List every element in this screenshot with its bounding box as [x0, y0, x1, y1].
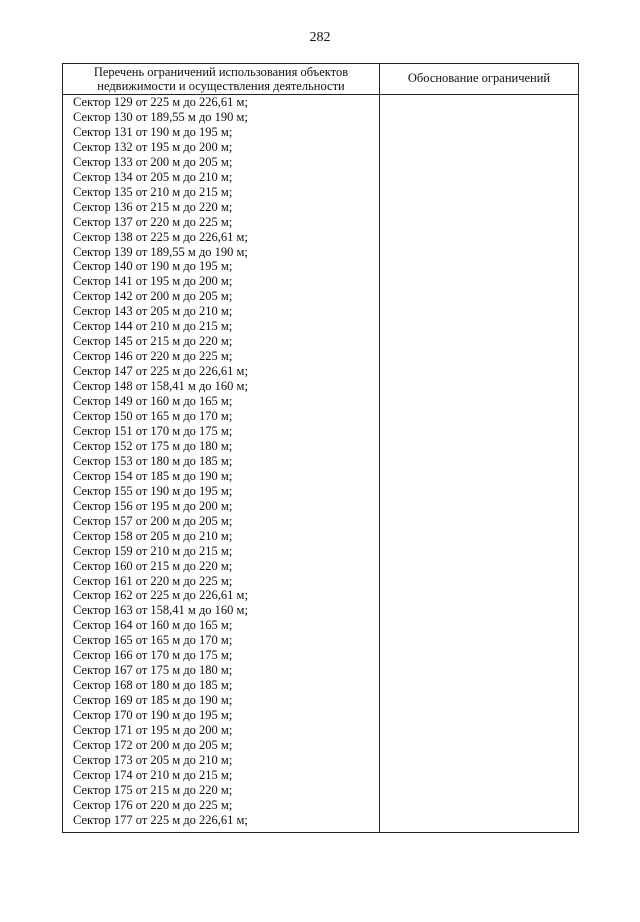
table-body	[73, 95, 377, 828]
table-row: Сектор 142 от 200 м до 205 м;	[73, 289, 233, 304]
table-row: Сектор 135 от 210 м до 215 м;	[73, 184, 233, 199]
table-row: Сектор 153 от 180 м до 185 м;	[73, 453, 233, 468]
table-row: Сектор 158 от 205 м до 210 м;	[73, 528, 233, 543]
table-row: Сектор 176 от 220 м до 225 м;	[73, 797, 233, 812]
header-left-line-1: Перечень ограничений использования объектов	[93, 65, 349, 79]
table-row: Сектор 150 от 165 м до 170 м;	[73, 409, 233, 424]
table-row: Сектор 134 от 205 м до 210 м;	[73, 169, 233, 184]
table-row: Сектор 152 от 175 м до 180 м;	[73, 438, 233, 453]
table-row: Сектор 137 от 220 м до 225 м;	[73, 214, 233, 229]
table-row: Сектор 144 от 210 м до 215 м;	[73, 319, 233, 334]
column-divider	[379, 64, 380, 832]
table-row: Сектор 136 от 215 м до 220 м;	[73, 199, 233, 214]
table-row: Сектор 170 от 190 м до 195 м;	[73, 708, 233, 723]
table-row: Сектор 169 от 185 м до 190 м;	[73, 693, 233, 708]
table-header	[63, 64, 578, 95]
table-row: Сектор 148 от 158,41 м до 160 м;	[73, 379, 248, 394]
table-row: Сектор 161 от 220 м до 225 м;	[73, 573, 233, 588]
table-row: Сектор 165 от 165 м до 170 м;	[73, 633, 233, 648]
table-row: Сектор 175 от 215 м до 220 м;	[73, 782, 233, 797]
header-restrictions-list	[63, 64, 379, 94]
table-row: Сектор 141 от 195 м до 200 м;	[73, 274, 233, 289]
table-row: Сектор 156 от 195 м до 200 м;	[73, 498, 233, 513]
table-row: Сектор 163 от 158,41 м до 160 м;	[73, 603, 248, 618]
table-row: Сектор 132 от 195 м до 200 м;	[73, 139, 233, 154]
table-row: Сектор 145 от 215 м до 220 м;	[73, 334, 233, 349]
table-row: Сектор 160 от 215 м до 220 м;	[73, 558, 233, 573]
table-row: Сектор 162 от 225 м до 226,61 м;	[73, 588, 248, 603]
restrictions-table	[62, 63, 579, 833]
table-row: Сектор 138 от 225 м до 226,61 м;	[73, 229, 248, 244]
table-row: Сектор 140 от 190 м до 195 м;	[73, 259, 233, 274]
table-row: Сектор 171 от 195 м до 200 м;	[73, 723, 233, 738]
table-row: Сектор 146 от 220 м до 225 м;	[73, 349, 233, 364]
table-row: Сектор 149 от 160 м до 165 м;	[73, 394, 233, 409]
table-row: Сектор 168 от 180 м до 185 м;	[73, 678, 233, 693]
table-row: Сектор 159 от 210 м до 215 м;	[73, 543, 233, 558]
page-number: 282	[309, 30, 331, 45]
table-row: Сектор 174 от 210 м до 215 м;	[73, 767, 233, 782]
table-row: Сектор 139 от 189,55 м до 190 м;	[73, 244, 248, 259]
table-row: Сектор 177 от 225 м до 226,61 м;	[73, 812, 248, 827]
table-row: Сектор 172 от 200 м до 205 м;	[73, 737, 233, 752]
table-row: Сектор 167 от 175 м до 180 м;	[73, 663, 233, 678]
table-row: Сектор 164 от 160 м до 165 м;	[73, 618, 233, 633]
table-row: Сектор 155 от 190 м до 195 м;	[73, 483, 233, 498]
table-row: Сектор 166 от 170 м до 175 м;	[73, 648, 233, 663]
table-row: Сектор 151 от 170 м до 175 м;	[73, 423, 233, 438]
table-row: Сектор 154 от 185 м до 190 м;	[73, 468, 233, 483]
table-row: Сектор 133 от 200 м до 205 м;	[73, 154, 233, 169]
table-row: Сектор 131 от 190 м до 195 м;	[73, 124, 233, 139]
header-left-line-2: недвижимости и осуществления деятельности	[97, 79, 345, 93]
table-row: Сектор 143 от 205 м до 210 м;	[73, 304, 233, 319]
table-row: Сектор 173 от 205 м до 210 м;	[73, 752, 233, 767]
table-row: Сектор 130 от 189,55 м до 190 м;	[73, 109, 248, 124]
table-row: Сектор 157 от 200 м до 205 м;	[73, 513, 233, 528]
header-justification: Обоснование ограничений	[407, 71, 551, 85]
table-row: Сектор 147 от 225 м до 226,61 м;	[73, 364, 248, 379]
table-row: Сектор 129 от 225 м до 226,61 м;	[73, 95, 248, 109]
